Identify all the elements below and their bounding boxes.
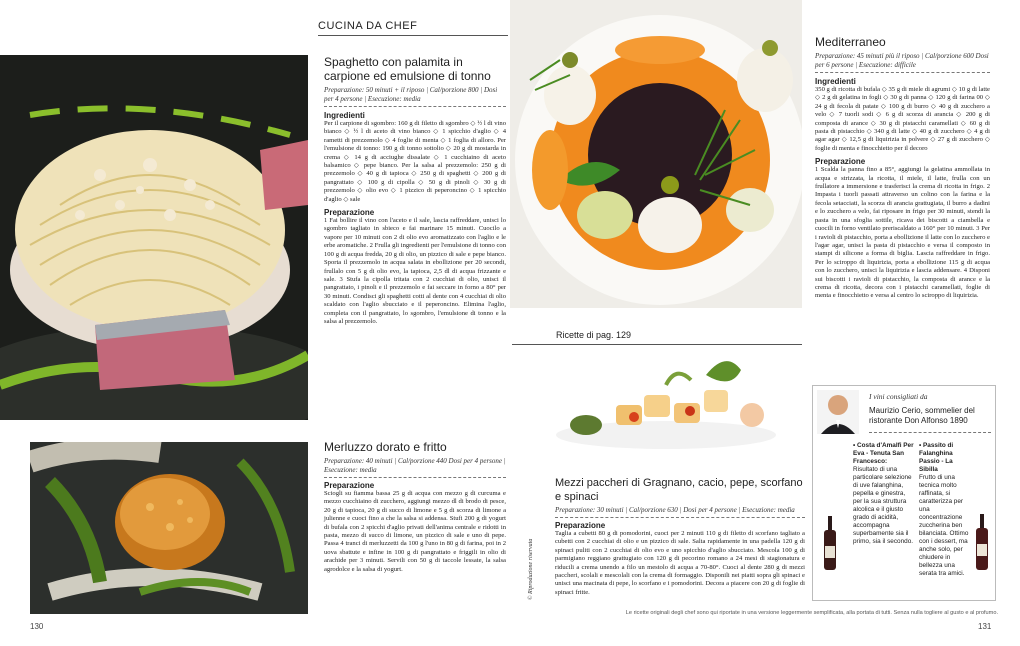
preparation-heading: Preparazione: [555, 521, 606, 530]
wine-2: • Passito di Falanghina Passio - La Sibilla Frutto di una tecnica molto raffinata, si caratterizza per una concentrazione zuccherina ben bilanciata. Ottimo con i dessert, ma anche solo, per chiudere in bellezza una serata tra amici.: [919, 442, 969, 577]
wine-1: • Costa d'Amalfi Per Eva - Tenuta San Francesco: Risultato di una particolare selezione di uve falanghina, pepella e ginestra, per la sua struttura alcolica e il giusto grado di acidità, accompagna superbamente sia il primo, sia il secondo.: [853, 442, 914, 545]
wine-bottle-2-icon: [975, 514, 989, 574]
wine-bottle-1-icon: [823, 516, 837, 574]
recipe-title: Merluzzo dorato e fritto: [324, 440, 447, 454]
recipe-title: Mediterraneo: [815, 35, 886, 49]
sommelier-avatar: [817, 390, 859, 434]
preparation-text: Taglia a cubetti 80 g di pomodorini, cuoci per 2 minuti 110 g di filetto di scorfano tagliato a cubetti con 2 cucchiai di olio e un pizzico di sale. Salta rapidamente in una padella 120 g di spinaci puliti con 2 cucchiai di olio evo e uno spicchio d'aglio sbucciato. Mescola 100 g di parmigiano reggiano grattugiato con 120 g di pecorino romano a 24 mesi di stagionatura e riducili a crema unendo a filo un mestolo di acqua a 70-80°. Cuoci al dente 280 g di mezzi paccheri, scolali e mescolali con la crema di formaggio. Disponili nei piatti sopra gli spinaci e unisci una macinata di pepe, lo scorfano e i pomodorini. Decora a piacere con 20 g di foglie di spinaci fritte.: [555, 530, 805, 596]
sommelier-name: Maurizio Cerio, sommelier del ristorante Don Alfonso 1890: [869, 406, 975, 425]
page-number-right: 131: [978, 622, 992, 631]
copyright-note: © Riproduzione riservata: [528, 538, 534, 600]
recipe-meta: Preparazione: 40 minuti | Cal/porzione 440 Dosi per 4 persone | Esecuzione: media: [324, 457, 506, 474]
cod-photo: [30, 442, 308, 614]
recipe-mediterraneo: [815, 35, 990, 301]
preparation-heading: Preparazione: [815, 157, 866, 167]
ingredients-heading: Ingredienti: [815, 77, 856, 86]
paccheri-photo: [556, 345, 784, 465]
preparation-text: Sciogli su fiamma bassa 25 g di acqua con mezzo g di curcuma e mezzo cucchiaino di zucchero, aggiungi mezzo dl di brodo di pesce, 20 g di tapioca, 20 g di succo di limone e 5 g di scorza di limone a julienne e cuoci fino a che la salsa si addensa. Stufi 200 g di yogurt di bufala con 2 spicchi d'aglio privati dell'anima centrale e ridotti in pasta, mezzo di succo di limone, un pizzico di sale e uno di pepe. Passa 4 tranci di merluzzetti da 100 g l'uno in 80 g di farina, poi in 2 uova sbattute e infine in 100 g di pangrattato e friggili in olio di arachide per 3 minuti. Servili con 50 g di taccole lessate, la salsa agrodolce e la salsa di yogurt.: [324, 490, 506, 573]
recipe-spaghetti: [324, 55, 506, 326]
dessert-photo: [510, 0, 802, 308]
recipe-meta: Preparazione: 50 minuti + il riposo | Cal/porzione 800 | Dosi per 4 persone | Esecuzione: media: [324, 86, 498, 103]
recipe-merluzzo: [324, 440, 506, 574]
section-label: CUCINA DA CHEF: [318, 20, 508, 36]
spaghetti-photo: [0, 55, 308, 420]
recipe-meta: Preparazione: 45 minuti più il riposo | Cal/porzione 600 Dosi per 6 persone | Esecuzione: difficile: [815, 52, 989, 69]
recipe-title: Mezzi paccheri di Gragnano, cacio, pepe, scorfano e spinaci: [555, 477, 803, 503]
preparation-heading: Preparazione: [324, 208, 375, 218]
preparation-heading: Preparazione: [324, 481, 375, 490]
footer-note: Le ricette originali degli chef sono qui riportate in una versione leggermente semplificata, alla portata di tutti. Senza nulla togliere al gusto e al profumo.: [625, 610, 998, 616]
page-number-left: 130: [30, 622, 44, 631]
wine-box: [812, 385, 996, 601]
preparation-text: 1 Scalda la panna fino a 85°, aggiungi la gelatina ammollata in acqua e strizzata, la ricotta, il miele, il latte, frulla con un frullatore a immersione e trasferisci la crema di ricotta in frigo. 2 Impasta i tuorli passati attraverso un colino con la farina e la fecola setacciati, la scorza di arancia grattugiata, il burro a dadini e lo zucchero a velo, fai riposare in frigo per 30 minuti, stendi la pasta in una sfoglia sottile, ricava dei biscotti a ciambella e cuocili in forno ventilato preriscaldato a 160° per 10 minuti. 3 Per i ravioli di pistacchio, porta a ebollizione il latte con lo zucchero e l'agar agar, unisci la pasta di pistacchio e versa il composto in stampi di silicone a forma di biglia. Lascia raffreddare in frigo. Per lo sciroppo di liquirizia, porta a ebollizione 115 g di acqua con lo zucchero, unisci la liquirizia e lascia addensare. 4 Disponi sui biscotti i ravioli di pistacchio, la composta di arance e la crema di ricotta, decora con i pistacchi caramellati, foglie di menta e finocchietto e versa al centro lo sciroppo di liquirizia.: [815, 166, 990, 300]
recipe-paccheri: [555, 476, 805, 597]
recipe-title: Spaghetto con palamita in carpione ed emulsione di tonno: [324, 55, 491, 83]
ingredients-text: Per il carpione di sgombro: 160 g di filetto di sgombro ◇ ½ l di vino bianco ◇ ½ l di aceto di vino bianco ◇ 1 spicchio d'aglio ◇ 4 rametti di prezzemolo ◇ 4 foglie di menta ◇ 1 foglia di alloro. Per l'emulsione di tonno: 190 g di tonno sottolio ◇ 20 g di mostarda in crema ◇ 14 g di acciughe dissalate ◇ 1 cucchiaino di aceto balsamico ◇ pepe bianco. Per la salsa al prezzemolo: 250 g di prezzemolo ◇ 40 g di tapioca ◇ 250 g di spaghetti ◇ 200 g di pangrattato ◇ 100 g di cipolla ◇ 50 g di pinoli ◇ 30 g di prezzemolo ◇ olio evo ◇ 1 pizzico di peperoncino ◇ 1 spicchio d'aglio ◇ sale: [324, 120, 506, 203]
preparation-text: 1 Fai bollire il vino con l'aceto e il sale, lascia raffreddare, unisci lo sgombro tagliato in sbieco e fai marinare 15 minuti. Cuocilo a vapore per 10 minuti con 2 di olio evo aromatizzato con l'aglio e le erbe aromatiche. 2 Frulla gli ingredienti per l'emulsione di tonno con 100 g di acqua fredda, 20 g di olio, un pizzico di sale e pepe bianco. Sporta il prezzemolo in acqua salata in ebollizione per 20 secondi, frullalo con 5 g di olio evo, la tapioca, 2,5 dl di acqua frizzante e sale. 3 Stufa la cipolla tritata con 2 cucchiai di olio, unisci il pangrattato, i pinoli e il prezzemolo e fai seccare in forno a 80° per 30 minuti. Condisci gli spaghetti cotti al dente con 4 cucchiai di olio scaldato con l'aglio sbucciato e il peperoncino. Elimina l'aglio, completa con il pangrattato, lo sgombro, l'emulsione di tonno e la salsa al prezzemolo.: [324, 217, 506, 325]
ingredients-text: 350 g di ricotta di bufala ◇ 35 g di miele di agrumi ◇ 10 g di latte ◇ 2 g di gelatina in fogli ◇ 30 g di panna ◇ 120 g di farina 00 ◇ 24 g di fecola di patate ◇ 100 g di burro ◇ 40 g di zucchero a velo ◇ 7 tuorli sodi ◇ 6 g di scorza di arancia ◇ 200 g di composta di arance ◇ 30 g di pistacchi caramellati ◇ 60 g di pasta di pistacchio ◇ 340 g di latte ◇ 40 g di zucchero ◇ 4 g di agar agar ◇ 12,5 g di liquirizia in polvere ◇ 27 g di zucchero ◇ foglie di menta e finocchietto per il decoro: [815, 86, 990, 152]
ricette-label: Ricette di pag. 129: [512, 330, 802, 345]
wine-heading: I vini consigliati da: [869, 392, 928, 401]
ingredients-heading: Ingredienti: [324, 111, 365, 120]
recipe-meta: Preparazione: 30 minuti | Cal/porzione 630 | Dosi per 4 persone | Esecuzione: media: [555, 506, 795, 514]
